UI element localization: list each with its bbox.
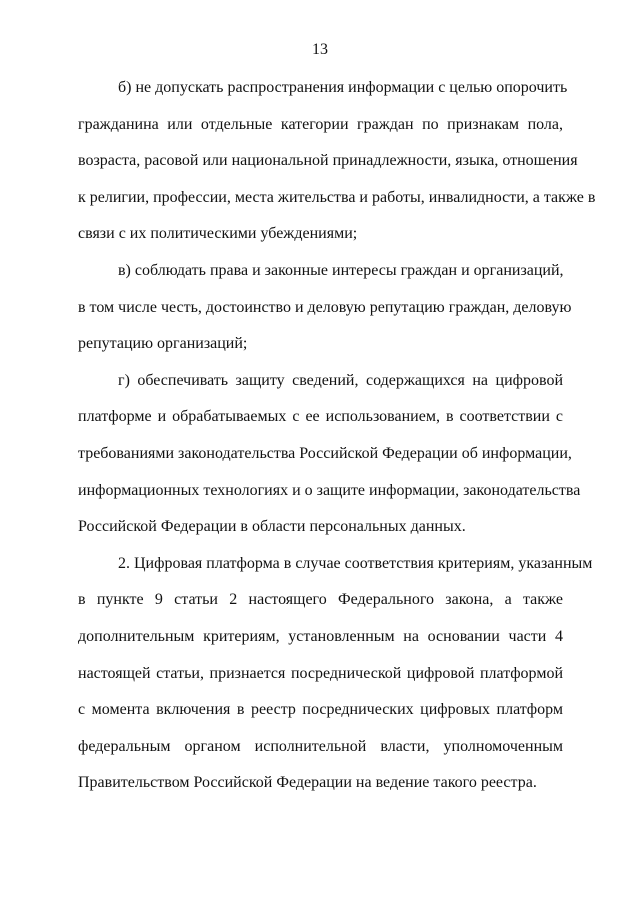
paragraph-b [78, 70, 596, 253]
paragraph-g [78, 363, 581, 546]
text-line: г) обеспечивать защиту сведений, содержащихся на цифровой [118, 371, 563, 389]
text-line: Российской Федерации в области персональных данных. [78, 518, 466, 536]
text-line: б) не допускать распространения информации с целью опорочить [118, 79, 568, 96]
text-line: в том числе честь, достоинство и деловую репутацию граждан, деловую [78, 298, 572, 316]
text-line: в) соблюдать права и законные интересы граждан и организаций, [118, 261, 564, 279]
text-line: репутацию организаций; [78, 335, 248, 353]
paragraph-v [78, 253, 572, 363]
text-line: в пункте 9 статьи 2 настоящего Федерального закона, а также [78, 591, 563, 609]
paragraph-2 [78, 546, 593, 802]
text-line: платформе и обрабатываемых с ее использованием, в соответствии с [78, 408, 563, 426]
text-line: 2. Цифровая платформа в случае соответствия критериям, указанным [118, 554, 593, 572]
text-line: к религии, профессии, места жительства и работы, инвалидности, а также в [78, 188, 596, 206]
text-line: требованиями законодательства Российской Федерации об информации, [78, 444, 572, 462]
text-line: настоящей статьи, признается посреднической цифровой платформой [78, 664, 563, 682]
text-line: возраста, расовой или национальной принадлежности, языка, отношения [78, 152, 578, 170]
text-line: связи с их политическими убеждениями; [78, 225, 358, 243]
page-number: 13 [312, 41, 328, 58]
document-body [78, 70, 596, 802]
text-line: Правительством Российской Федерации на ведение такого реестра. [78, 774, 537, 792]
text-line: с момента включения в реестр посреднических цифровых платформ [78, 701, 563, 719]
text-line: гражданина или отдельные категории граждан по признакам пола, [78, 115, 563, 133]
text-line: информационных технологиях и о защите информации, законодательства [78, 481, 581, 499]
text-line: федеральным органом исполнительной власти, уполномоченным [78, 737, 563, 755]
text-line: дополнительным критериям, установленным на основании части 4 [78, 627, 563, 645]
